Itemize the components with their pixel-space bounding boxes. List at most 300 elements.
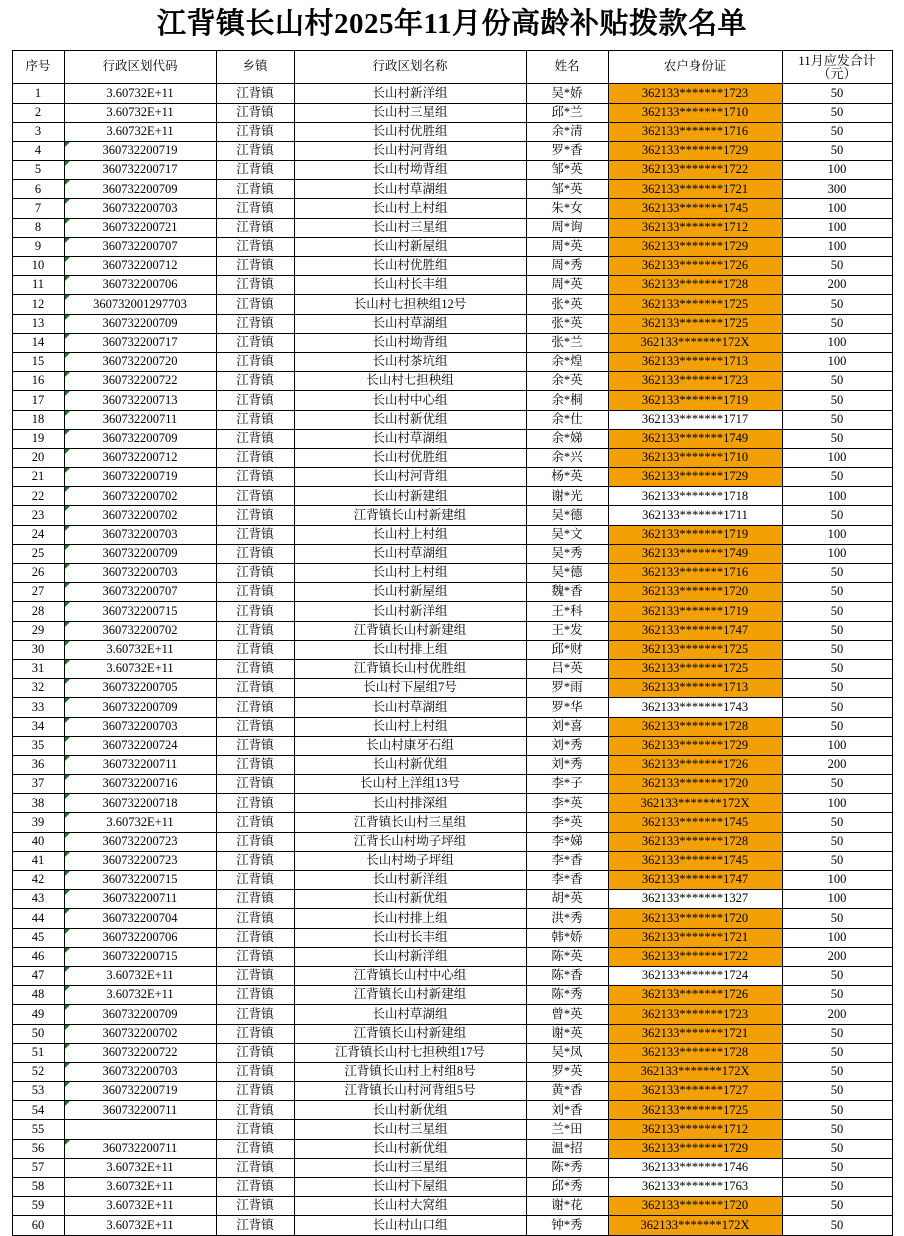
table-row[interactable]	[12, 698, 892, 717]
table-row[interactable]	[12, 736, 892, 755]
table-row[interactable]	[12, 928, 892, 947]
cell-town: 江背镇	[216, 813, 294, 832]
cell-division-code: 360732200707	[64, 237, 216, 256]
cell-division-code: 360732200709	[64, 1005, 216, 1024]
cell-id-card: 362133*******1716	[608, 122, 782, 141]
cell-town: 江背镇	[216, 698, 294, 717]
cell-amount: 50	[782, 966, 892, 985]
cell-town: 江背镇	[216, 295, 294, 314]
cell-person-name: 张*英	[526, 314, 608, 333]
cell-division-name: 长山村优胜组	[294, 122, 526, 141]
cell-seq: 12	[12, 295, 64, 314]
cell-amount: 50	[782, 391, 892, 410]
cell-seq: 27	[12, 583, 64, 602]
cell-id-card: 362133*******1745	[608, 199, 782, 218]
cell-seq: 58	[12, 1178, 64, 1197]
cell-amount: 300	[782, 180, 892, 199]
cell-person-name: 李*英	[526, 794, 608, 813]
cell-person-name: 张*英	[526, 295, 608, 314]
table-row[interactable]	[12, 314, 892, 333]
cell-seq: 50	[12, 1024, 64, 1043]
cell-division-code: 360732200722	[64, 1043, 216, 1062]
cell-town: 江背镇	[216, 161, 294, 180]
cell-division-name: 长山村三星组	[294, 1158, 526, 1177]
cell-town: 江背镇	[216, 947, 294, 966]
table-row[interactable]	[12, 199, 892, 218]
cell-division-name: 长山村新洋组	[294, 871, 526, 890]
cell-division-name: 江背镇长山村新建组	[294, 506, 526, 525]
cell-town: 江背镇	[216, 851, 294, 870]
cell-person-name: 余*清	[526, 122, 608, 141]
table-row[interactable]	[12, 1101, 892, 1120]
cell-seq: 34	[12, 717, 64, 736]
cell-amount: 200	[782, 755, 892, 774]
cell-town: 江背镇	[216, 1216, 294, 1235]
cell-seq: 9	[12, 237, 64, 256]
cell-amount: 50	[782, 832, 892, 851]
cell-division-name: 长山村新屋组	[294, 237, 526, 256]
table-row[interactable]	[12, 506, 892, 525]
cell-amount: 100	[782, 487, 892, 506]
table-row[interactable]	[12, 583, 892, 602]
cell-person-name: 张*兰	[526, 333, 608, 352]
cell-amount: 50	[782, 698, 892, 717]
cell-town: 江背镇	[216, 276, 294, 295]
table-row[interactable]	[12, 276, 892, 295]
cell-division-code: 360732200709	[64, 544, 216, 563]
cell-division-code: 360732200718	[64, 794, 216, 813]
table-row[interactable]	[12, 1082, 892, 1101]
table-row[interactable]	[12, 986, 892, 1005]
table-row[interactable]	[12, 564, 892, 583]
cell-division-code: 360732200715	[64, 602, 216, 621]
cell-id-card: 362133*******1725	[608, 295, 782, 314]
cell-town: 江背镇	[216, 640, 294, 659]
cell-amount: 200	[782, 276, 892, 295]
cell-id-card: 362133*******1729	[608, 237, 782, 256]
table-row[interactable]	[12, 1043, 892, 1062]
cell-seq: 28	[12, 602, 64, 621]
table-row[interactable]	[12, 679, 892, 698]
table-row[interactable]	[12, 832, 892, 851]
cell-amount: 50	[782, 410, 892, 429]
cell-seq: 46	[12, 947, 64, 966]
cell-division-name: 长山村河背组	[294, 141, 526, 160]
cell-division-code: 360732200702	[64, 1024, 216, 1043]
cell-amount: 50	[782, 429, 892, 448]
cell-town: 江背镇	[216, 199, 294, 218]
cell-id-card: 362133*******1723	[608, 84, 782, 103]
table-row[interactable]	[12, 410, 892, 429]
cell-division-code: 3.60732E+11	[64, 813, 216, 832]
cell-division-code: 360732200719	[64, 141, 216, 160]
cell-person-name: 余*桐	[526, 391, 608, 410]
table-row[interactable]	[12, 1197, 892, 1216]
cell-amount: 50	[782, 659, 892, 678]
cell-seq: 4	[12, 141, 64, 160]
cell-amount: 50	[782, 1043, 892, 1062]
table-row[interactable]	[12, 755, 892, 774]
cell-division-code: 360732200709	[64, 429, 216, 448]
cell-amount: 50	[782, 679, 892, 698]
table-row[interactable]	[12, 890, 892, 909]
table-row[interactable]	[12, 1062, 892, 1081]
cell-amount: 50	[782, 1062, 892, 1081]
cell-amount: 200	[782, 1005, 892, 1024]
cell-town: 江背镇	[216, 506, 294, 525]
cell-id-card: 362133*******1729	[608, 141, 782, 160]
cell-id-card: 362133*******1747	[608, 621, 782, 640]
cell-town: 江背镇	[216, 314, 294, 333]
cell-id-card: 362133*******172X	[608, 1216, 782, 1235]
column-header-amount-line1: 11月应发合计	[798, 53, 876, 69]
cell-division-name: 长山村新优组	[294, 1139, 526, 1158]
cell-seq: 53	[12, 1082, 64, 1101]
cell-person-name: 王*科	[526, 602, 608, 621]
cell-town: 江背镇	[216, 583, 294, 602]
cell-amount: 50	[782, 1158, 892, 1177]
cell-division-code: 360732200709	[64, 698, 216, 717]
cell-division-code: 360732200702	[64, 487, 216, 506]
cell-town: 江背镇	[216, 717, 294, 736]
cell-town: 江背镇	[216, 890, 294, 909]
cell-person-name: 李*香	[526, 851, 608, 870]
table-row[interactable]	[12, 161, 892, 180]
cell-division-code: 360732200722	[64, 372, 216, 391]
cell-town: 江背镇	[216, 544, 294, 563]
cell-id-card: 362133*******1749	[608, 429, 782, 448]
cell-division-name: 长山村新优组	[294, 755, 526, 774]
cell-division-name: 长山村上村组	[294, 525, 526, 544]
cell-amount: 100	[782, 525, 892, 544]
table-row[interactable]	[12, 966, 892, 985]
cell-division-code: 3.60732E+11	[64, 103, 216, 122]
cell-person-name: 黄*香	[526, 1082, 608, 1101]
cell-seq: 49	[12, 1005, 64, 1024]
table-row[interactable]	[12, 851, 892, 870]
column-header-town: 乡镇	[216, 51, 294, 84]
table-row[interactable]	[12, 237, 892, 256]
cell-division-code: 360732200703	[64, 717, 216, 736]
cell-seq: 7	[12, 199, 64, 218]
cell-amount: 50	[782, 103, 892, 122]
cell-division-name: 江背镇长山村上村组8号	[294, 1062, 526, 1081]
cell-division-code: 360732200720	[64, 352, 216, 371]
cell-division-code: 360732200711	[64, 890, 216, 909]
cell-id-card: 362133*******1763	[608, 1178, 782, 1197]
table-row[interactable]	[12, 218, 892, 237]
table-row[interactable]	[12, 1178, 892, 1197]
cell-division-name: 长山村坳子坪组	[294, 851, 526, 870]
cell-person-name: 吴*娇	[526, 84, 608, 103]
cell-division-code: 360732200702	[64, 506, 216, 525]
column-header-person-name: 姓名	[526, 51, 608, 84]
table-row[interactable]	[12, 372, 892, 391]
cell-division-code: 360732200721	[64, 218, 216, 237]
cell-town: 江背镇	[216, 1158, 294, 1177]
cell-division-name: 长山村草湖组	[294, 1005, 526, 1024]
cell-person-name: 魏*香	[526, 583, 608, 602]
cell-person-name: 周*英	[526, 276, 608, 295]
cell-id-card: 362133*******1720	[608, 775, 782, 794]
cell-division-name: 长山村新优组	[294, 890, 526, 909]
cell-division-code: 360732200715	[64, 947, 216, 966]
table-row[interactable]	[12, 487, 892, 506]
cell-seq: 18	[12, 410, 64, 429]
cell-seq: 14	[12, 333, 64, 352]
cell-town: 江背镇	[216, 871, 294, 890]
cell-division-name: 江背镇长山村优胜组	[294, 659, 526, 678]
cell-amount: 100	[782, 794, 892, 813]
cell-id-card: 362133*******1717	[608, 410, 782, 429]
cell-amount: 50	[782, 602, 892, 621]
cell-division-name: 江背长山村坳子坪组	[294, 832, 526, 851]
cell-seq: 56	[12, 1139, 64, 1158]
cell-seq: 23	[12, 506, 64, 525]
cell-division-code: 360732200719	[64, 1082, 216, 1101]
cell-person-name: 吴*凤	[526, 1043, 608, 1062]
cell-person-name: 温*招	[526, 1139, 608, 1158]
cell-division-name: 长山村草湖组	[294, 180, 526, 199]
table-row[interactable]	[12, 84, 892, 103]
table-row[interactable]	[12, 180, 892, 199]
cell-division-name: 长山村康牙石组	[294, 736, 526, 755]
cell-division-code: 360732200715	[64, 871, 216, 890]
cell-person-name: 李*娣	[526, 832, 608, 851]
cell-id-card: 362133*******172X	[608, 333, 782, 352]
cell-person-name: 刘*秀	[526, 736, 608, 755]
cell-seq: 33	[12, 698, 64, 717]
cell-town: 江背镇	[216, 832, 294, 851]
cell-seq: 59	[12, 1197, 64, 1216]
cell-seq: 25	[12, 544, 64, 563]
cell-amount: 50	[782, 1024, 892, 1043]
table-row[interactable]	[12, 122, 892, 141]
cell-division-name: 江背镇长山村新建组	[294, 621, 526, 640]
column-header-id-card: 农户身份证	[608, 51, 782, 84]
table-row[interactable]	[12, 1024, 892, 1043]
table-row[interactable]	[12, 1120, 892, 1139]
cell-amount: 200	[782, 947, 892, 966]
table-row[interactable]	[12, 775, 892, 794]
table-row[interactable]	[12, 544, 892, 563]
cell-id-card: 362133*******1729	[608, 468, 782, 487]
cell-division-code: 3.60732E+11	[64, 966, 216, 985]
cell-seq: 31	[12, 659, 64, 678]
cell-person-name: 余*兴	[526, 448, 608, 467]
cell-id-card: 362133*******1710	[608, 103, 782, 122]
table-row[interactable]	[12, 659, 892, 678]
table-row[interactable]	[12, 391, 892, 410]
cell-id-card: 362133*******1728	[608, 1043, 782, 1062]
cell-amount: 50	[782, 506, 892, 525]
cell-division-name: 长山村坳背组	[294, 161, 526, 180]
table-row[interactable]	[12, 1005, 892, 1024]
cell-division-code: 3.60732E+11	[64, 1216, 216, 1235]
cell-person-name: 吕*英	[526, 659, 608, 678]
column-header-amount	[782, 51, 892, 84]
cell-id-card: 362133*******1711	[608, 506, 782, 525]
cell-id-card: 362133*******1722	[608, 947, 782, 966]
cell-amount: 50	[782, 141, 892, 160]
cell-amount: 100	[782, 736, 892, 755]
cell-town: 江背镇	[216, 391, 294, 410]
cell-division-code	[64, 1120, 216, 1139]
cell-town: 江背镇	[216, 659, 294, 678]
table-row[interactable]	[12, 295, 892, 314]
table-row[interactable]	[12, 621, 892, 640]
cell-id-card: 362133*******1724	[608, 966, 782, 985]
table-row[interactable]	[12, 1139, 892, 1158]
table-row[interactable]	[12, 813, 892, 832]
table-row[interactable]	[12, 103, 892, 122]
table-row[interactable]	[12, 909, 892, 928]
cell-amount: 50	[782, 717, 892, 736]
cell-seq: 47	[12, 966, 64, 985]
cell-seq: 38	[12, 794, 64, 813]
cell-town: 江背镇	[216, 372, 294, 391]
cell-town: 江背镇	[216, 257, 294, 276]
cell-person-name: 谢*光	[526, 487, 608, 506]
cell-division-name: 长山村河背组	[294, 468, 526, 487]
cell-person-name: 李*子	[526, 775, 608, 794]
cell-person-name: 邱*秀	[526, 1178, 608, 1197]
cell-seq: 51	[12, 1043, 64, 1062]
cell-division-name: 长山村下屋组	[294, 1178, 526, 1197]
table-row[interactable]	[12, 871, 892, 890]
table-row[interactable]	[12, 257, 892, 276]
cell-amount: 50	[782, 583, 892, 602]
cell-division-code: 360732200706	[64, 276, 216, 295]
cell-division-name: 长山村新洋组	[294, 947, 526, 966]
cell-person-name: 钟*秀	[526, 1216, 608, 1235]
cell-town: 江背镇	[216, 909, 294, 928]
cell-person-name: 王*发	[526, 621, 608, 640]
cell-seq: 20	[12, 448, 64, 467]
cell-town: 江背镇	[216, 1120, 294, 1139]
cell-town: 江背镇	[216, 468, 294, 487]
cell-amount: 100	[782, 218, 892, 237]
cell-seq: 1	[12, 84, 64, 103]
cell-seq: 10	[12, 257, 64, 276]
cell-seq: 48	[12, 986, 64, 1005]
cell-id-card: 362133*******1728	[608, 717, 782, 736]
cell-town: 江背镇	[216, 180, 294, 199]
table-row[interactable]	[12, 947, 892, 966]
cell-division-code: 360732200711	[64, 755, 216, 774]
cell-person-name: 刘*喜	[526, 717, 608, 736]
cell-division-name: 长山村七担秧组	[294, 372, 526, 391]
cell-division-name: 长山村大窝组	[294, 1197, 526, 1216]
table-row[interactable]	[12, 525, 892, 544]
cell-amount: 100	[782, 333, 892, 352]
cell-division-code: 360732200723	[64, 832, 216, 851]
cell-id-card: 362133*******1726	[608, 755, 782, 774]
cell-town: 江背镇	[216, 352, 294, 371]
cell-town: 江背镇	[216, 429, 294, 448]
cell-amount: 50	[782, 1120, 892, 1139]
table-row[interactable]	[12, 141, 892, 160]
cell-person-name: 周*询	[526, 218, 608, 237]
cell-division-name: 长山村排深组	[294, 794, 526, 813]
cell-division-name: 长山村坳背组	[294, 333, 526, 352]
cell-division-name: 长山村长丰组	[294, 928, 526, 947]
table-row[interactable]	[12, 352, 892, 371]
cell-person-name: 罗*雨	[526, 679, 608, 698]
cell-seq: 6	[12, 180, 64, 199]
cell-amount: 50	[782, 1082, 892, 1101]
cell-person-name: 曾*英	[526, 1005, 608, 1024]
column-header-seq: 序号	[12, 51, 64, 84]
cell-id-card: 362133*******1747	[608, 871, 782, 890]
cell-id-card: 362133*******1746	[608, 1158, 782, 1177]
cell-id-card: 362133*******1712	[608, 1120, 782, 1139]
cell-town: 江背镇	[216, 1062, 294, 1081]
cell-amount: 100	[782, 352, 892, 371]
cell-seq: 13	[12, 314, 64, 333]
cell-id-card: 362133*******1721	[608, 1024, 782, 1043]
cell-division-name: 长山村新优组	[294, 410, 526, 429]
cell-person-name: 邹*英	[526, 180, 608, 199]
table-row[interactable]	[12, 468, 892, 487]
table-row[interactable]	[12, 1158, 892, 1177]
cell-amount: 100	[782, 871, 892, 890]
table-row[interactable]	[12, 602, 892, 621]
cell-id-card: 362133*******1719	[608, 602, 782, 621]
cell-id-card: 362133*******1727	[608, 1082, 782, 1101]
cell-division-name: 长山村山口组	[294, 1216, 526, 1235]
table-row[interactable]	[12, 448, 892, 467]
cell-id-card: 362133*******1719	[608, 525, 782, 544]
cell-division-name: 长山村优胜组	[294, 448, 526, 467]
cell-id-card: 362133*******1712	[608, 218, 782, 237]
table-header	[12, 51, 892, 84]
table-row[interactable]	[12, 794, 892, 813]
cell-id-card: 362133*******1722	[608, 161, 782, 180]
cell-division-code: 3.60732E+11	[64, 640, 216, 659]
page-title: 江背镇长山村2025年11月份高龄补贴拨款名单	[157, 8, 747, 40]
cell-person-name: 吴*秀	[526, 544, 608, 563]
cell-seq: 24	[12, 525, 64, 544]
cell-amount: 50	[782, 621, 892, 640]
table-row[interactable]	[12, 429, 892, 448]
cell-amount: 50	[782, 1216, 892, 1235]
cell-division-code: 3.60732E+11	[64, 659, 216, 678]
cell-amount: 50	[782, 813, 892, 832]
cell-division-code: 360732200703	[64, 564, 216, 583]
cell-town: 江背镇	[216, 487, 294, 506]
cell-seq: 17	[12, 391, 64, 410]
cell-id-card: 362133*******1713	[608, 679, 782, 698]
cell-person-name: 陈*秀	[526, 986, 608, 1005]
cell-division-name: 长山村茶坑组	[294, 352, 526, 371]
cell-amount: 50	[782, 314, 892, 333]
cell-id-card: 362133*******1743	[608, 698, 782, 717]
cell-town: 江背镇	[216, 679, 294, 698]
table-row[interactable]	[12, 717, 892, 736]
cell-division-code: 3.60732E+11	[64, 1178, 216, 1197]
cell-division-code: 360732200707	[64, 583, 216, 602]
cell-seq: 2	[12, 103, 64, 122]
cell-amount: 100	[782, 544, 892, 563]
cell-division-name: 长山村草湖组	[294, 314, 526, 333]
cell-town: 江背镇	[216, 103, 294, 122]
table-row[interactable]	[12, 333, 892, 352]
cell-town: 江背镇	[216, 1139, 294, 1158]
cell-division-name: 长山村中心组	[294, 391, 526, 410]
cell-person-name: 余*仕	[526, 410, 608, 429]
table-row[interactable]	[12, 640, 892, 659]
